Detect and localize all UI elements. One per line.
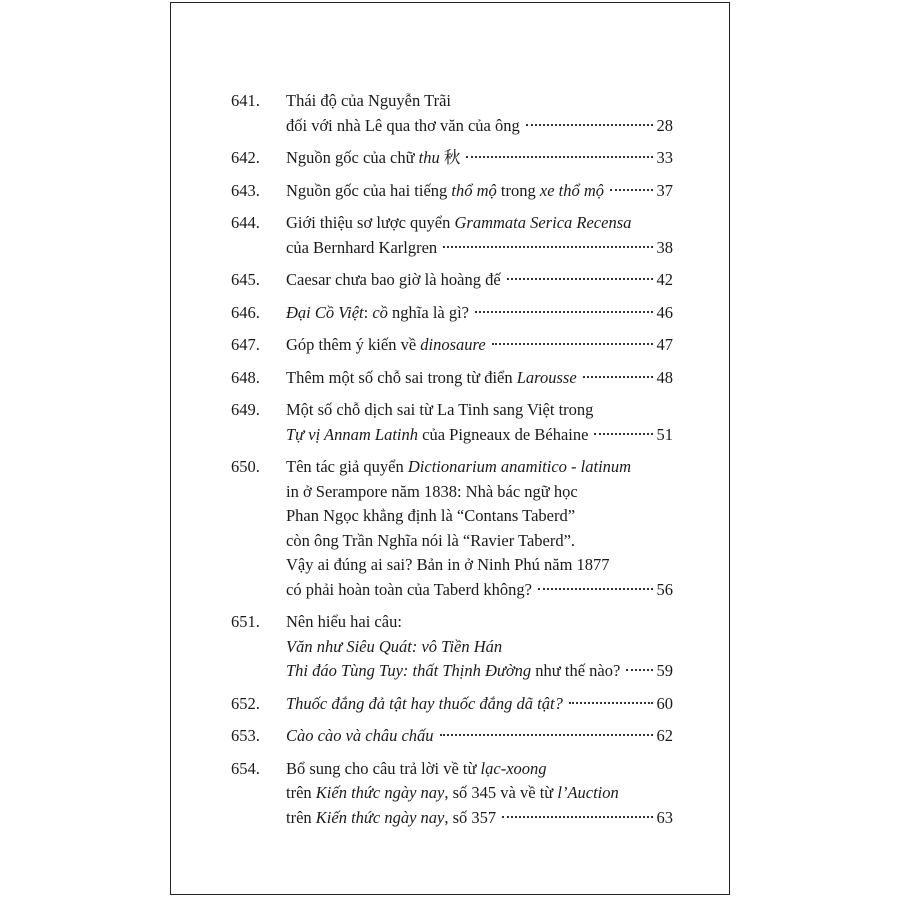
entry-title bbox=[286, 333, 673, 358]
entry-title bbox=[286, 692, 673, 717]
entry-title-line bbox=[286, 455, 673, 480]
entry-text-segment: lạc-xoong bbox=[480, 758, 547, 778]
page-number: 62 bbox=[656, 726, 673, 745]
page-number: 38 bbox=[656, 237, 673, 257]
entry-last-line bbox=[286, 179, 673, 204]
entry-last-line bbox=[286, 236, 673, 261]
entry-number: 641. bbox=[231, 91, 260, 110]
entry-title-line: Thái độ của Nguyễn Trãi bbox=[286, 91, 451, 110]
dot-leader bbox=[507, 278, 653, 280]
entry-title-line bbox=[286, 724, 434, 749]
entry-title bbox=[286, 366, 673, 391]
entry-title-line bbox=[286, 398, 673, 423]
entry-text-segment: Caesar chưa bao giờ là hoàng đế bbox=[286, 270, 501, 289]
entry-title bbox=[286, 724, 673, 749]
entry-text-segment: Vậy ai đúng ai sai? Bản in ở Ninh Phú năm 1877 bbox=[286, 555, 610, 574]
entry-number: 647. bbox=[231, 335, 260, 354]
entry-text-segment: Kiến thức ngày nay bbox=[315, 783, 445, 802]
page-number: 47 bbox=[656, 335, 673, 354]
entry-title-line bbox=[286, 480, 673, 505]
dot-leader bbox=[594, 433, 652, 435]
dot-leader bbox=[443, 246, 652, 248]
entry-title-line bbox=[286, 423, 588, 448]
entry-text-segment: Tự vị Annam Latinh bbox=[286, 424, 418, 444]
dot-leader bbox=[583, 376, 653, 378]
entry-number: 644. bbox=[231, 213, 260, 232]
entry-last-line bbox=[286, 659, 673, 684]
dot-leader bbox=[569, 702, 653, 704]
entry-title-line bbox=[286, 114, 520, 139]
entry-title-line bbox=[286, 529, 673, 554]
toc-entry bbox=[231, 398, 673, 447]
entry-text-segment: của Pigneaux de Béhaine bbox=[418, 424, 589, 444]
entry-title bbox=[286, 211, 673, 260]
entry-title-line bbox=[286, 179, 604, 204]
page-number: 48 bbox=[656, 367, 673, 387]
toc-entry bbox=[231, 757, 673, 831]
dot-leader bbox=[466, 156, 652, 158]
entry-title-line bbox=[286, 146, 460, 171]
entry-text-segment: Giới thiệu sơ lược quyển bbox=[286, 213, 455, 232]
dot-leader bbox=[626, 669, 652, 671]
entry-number: 652. bbox=[231, 693, 260, 713]
entry-title-line bbox=[286, 692, 563, 717]
entry-title-line bbox=[286, 333, 486, 358]
entry-number: 653. bbox=[231, 726, 260, 745]
entry-title-line bbox=[286, 236, 437, 261]
page-number: 28 bbox=[656, 115, 673, 135]
entry-title bbox=[286, 301, 673, 326]
dot-leader bbox=[492, 343, 653, 345]
entry-text-segment: Một số chỗ dịch sai từ La Tinh sang Việt trong bbox=[286, 400, 594, 419]
entry-text-segment: còn ông Trần Nghĩa nói là “Ravier Taberd”. bbox=[286, 530, 576, 550]
entry-title-line bbox=[286, 366, 577, 391]
entry-number: 649. bbox=[231, 400, 260, 419]
entry-text-segment: Văn như Siêu Quát: vô Tiền Hán bbox=[286, 636, 503, 656]
entry-text-segment: Thuốc đắng đả tật hay thuốc đắng dã tật? bbox=[286, 693, 563, 713]
toc-entry bbox=[231, 89, 673, 138]
entry-number: 646. bbox=[231, 302, 260, 322]
entry-title-line bbox=[286, 504, 673, 529]
entry-title-line bbox=[286, 553, 673, 578]
entry-text-segment: cồ bbox=[372, 302, 388, 322]
toc-entry bbox=[231, 179, 673, 204]
entry-number: 642. bbox=[231, 148, 260, 167]
toc-entry bbox=[231, 333, 673, 358]
entry-text-segment: đối với nhà Lê qua thơ văn của ông bbox=[286, 115, 520, 135]
entry-text-segment: dinosaure bbox=[420, 335, 486, 354]
page-number: 33 bbox=[656, 148, 673, 167]
table-of-contents bbox=[231, 89, 673, 838]
page-number: 63 bbox=[656, 807, 673, 827]
entry-title-line bbox=[286, 635, 673, 660]
entry-text-segment: thu bbox=[418, 148, 440, 167]
entry-text-segment: Góp thêm ý kiến về bbox=[286, 335, 421, 354]
entry-number: 643. bbox=[231, 180, 260, 200]
entry-text-segment: Phan Ngọc khẳng định là “Contans Taberd” bbox=[286, 506, 576, 525]
entry-last-line bbox=[286, 724, 673, 749]
entry-text-segment: trong bbox=[496, 180, 540, 200]
entry-text-segment: 秋 bbox=[439, 148, 461, 167]
entry-text-segment: trên bbox=[286, 807, 316, 827]
entry-text-segment: trên bbox=[286, 783, 316, 802]
entry-text-segment: Thêm một số chỗ sai trong từ điển bbox=[286, 367, 517, 387]
entry-last-line bbox=[286, 146, 673, 171]
toc-entry bbox=[231, 692, 673, 717]
entry-last-line bbox=[286, 423, 673, 448]
entry-title-line bbox=[286, 578, 532, 603]
dot-leader bbox=[610, 189, 652, 191]
entry-title bbox=[286, 179, 673, 204]
entry-last-line bbox=[286, 366, 673, 391]
toc-entry bbox=[231, 268, 673, 293]
entry-text-segment: Nguồn gốc của chữ bbox=[286, 148, 419, 167]
entry-title bbox=[286, 146, 673, 171]
toc-entry bbox=[231, 455, 673, 602]
entry-title-line bbox=[286, 268, 501, 293]
toc-entry bbox=[231, 610, 673, 684]
entry-title bbox=[286, 398, 673, 447]
page-number: 46 bbox=[656, 302, 673, 322]
entry-number: 654. bbox=[231, 758, 260, 778]
entry-title-line bbox=[286, 806, 496, 831]
entry-title-line bbox=[286, 757, 673, 782]
entry-text-segment: Dictionarium anamitico - latinum bbox=[407, 457, 632, 476]
entry-text-segment: nghĩa là gì? bbox=[387, 302, 470, 322]
page-number: 60 bbox=[656, 693, 673, 713]
entry-text-segment: Grammata Serica Recensa bbox=[454, 213, 632, 232]
entry-title-line bbox=[286, 610, 673, 635]
dot-leader bbox=[538, 588, 653, 590]
entry-title-line bbox=[286, 301, 469, 326]
entry-text-segment: có phải hoàn toàn của Taberd không? bbox=[286, 579, 532, 599]
entry-last-line bbox=[286, 333, 673, 358]
entry-number: 651. bbox=[231, 612, 260, 631]
entry-last-line bbox=[286, 268, 673, 293]
entry-text-segment: Larousse bbox=[516, 367, 577, 387]
entry-text-segment: Nên hiểu hai câu: bbox=[286, 612, 402, 631]
toc-entry bbox=[231, 301, 673, 326]
entry-text-segment: in ở Serampore năm 1838: Nhà bác ngữ học bbox=[286, 481, 578, 501]
page-number: 51 bbox=[656, 424, 673, 444]
toc-entry bbox=[231, 146, 673, 171]
entry-text-segment: như thế nào? bbox=[531, 661, 621, 680]
entry-text-segment: xe thổ mộ bbox=[539, 180, 605, 200]
entry-text-segment: Kiến thức ngày nay bbox=[315, 807, 445, 827]
dot-leader bbox=[440, 734, 653, 736]
entry-text-segment: Tên tác giả quyển bbox=[286, 457, 408, 476]
entry-title bbox=[286, 89, 673, 138]
book-page bbox=[170, 2, 730, 895]
entry-title bbox=[286, 610, 673, 684]
dot-leader bbox=[502, 816, 652, 818]
entry-last-line bbox=[286, 114, 673, 139]
entry-title bbox=[286, 268, 673, 293]
entry-text-segment: l’Auction bbox=[557, 783, 619, 802]
entry-last-line bbox=[286, 578, 673, 603]
entry-text-segment: Đại Cồ Việt bbox=[286, 302, 364, 322]
entry-text-segment: Bổ sung cho câu trả lời về từ bbox=[286, 758, 481, 778]
entry-text-segment: : bbox=[363, 302, 373, 322]
entry-last-line bbox=[286, 692, 673, 717]
entry-number: 648. bbox=[231, 367, 260, 387]
toc-entry bbox=[231, 211, 673, 260]
entry-text-segment: của Bernhard Karlgren bbox=[286, 237, 438, 257]
page-number: 37 bbox=[656, 180, 673, 200]
entry-number: 650. bbox=[231, 457, 260, 476]
entry-title-line bbox=[286, 659, 620, 684]
entry-text-segment: Cào cào và châu chấu bbox=[286, 726, 434, 745]
entry-text-segment: , số 357 bbox=[444, 807, 497, 827]
dot-leader bbox=[526, 124, 653, 126]
entry-title-line bbox=[286, 211, 673, 236]
entry-text-segment: Thi đáo Tùng Tuy: thất Thịnh Đường bbox=[286, 661, 532, 680]
dot-leader bbox=[475, 311, 652, 313]
page-number: 42 bbox=[656, 270, 673, 289]
toc-entry bbox=[231, 366, 673, 391]
entry-last-line bbox=[286, 806, 673, 831]
entry-title-line bbox=[286, 781, 673, 806]
entry-text-segment: thổ mộ bbox=[451, 180, 497, 200]
entry-last-line bbox=[286, 301, 673, 326]
entry-text-segment: , số 345 và về từ bbox=[444, 783, 558, 802]
entry-number: 645. bbox=[231, 270, 260, 289]
page-number: 56 bbox=[656, 579, 673, 599]
toc-entry bbox=[231, 724, 673, 749]
page-number: 59 bbox=[656, 661, 673, 680]
entry-text-segment: Nguồn gốc của hai tiếng bbox=[286, 180, 452, 200]
entry-title bbox=[286, 757, 673, 831]
entry-title bbox=[286, 455, 673, 602]
